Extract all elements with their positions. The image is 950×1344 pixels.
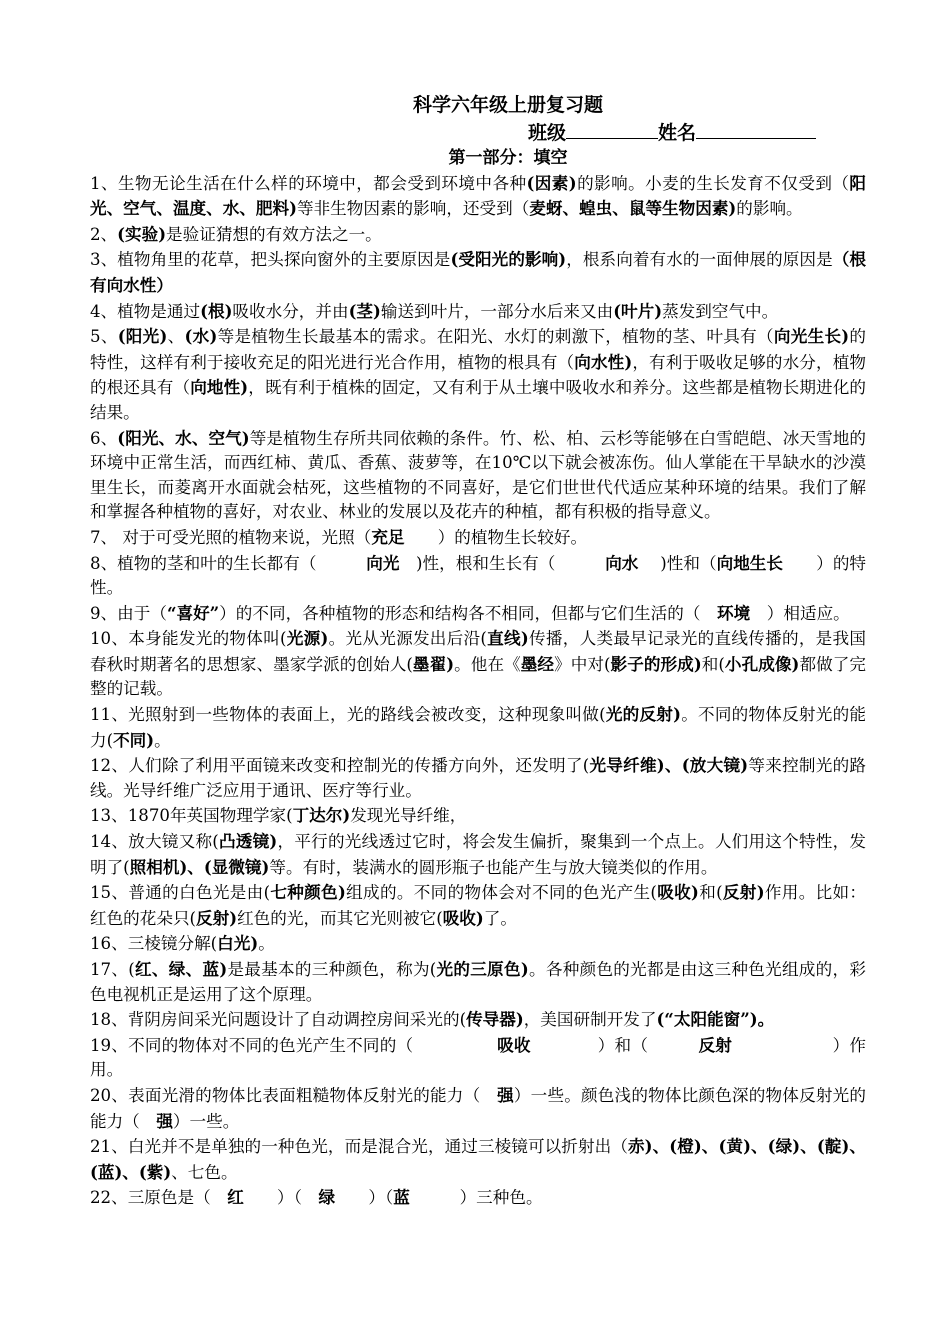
question-text: 的影响。	[736, 199, 803, 219]
page-title: 科学六年级上册复习题	[412, 94, 603, 116]
question-text: ）（	[243, 1188, 319, 1208]
question-item	[90, 1083, 866, 1134]
answer-text: 红、绿、蓝)	[134, 959, 228, 979]
question-text: 、	[167, 327, 185, 347]
answer-text: 向地生长	[716, 552, 784, 573]
question-text: 发现光导纤维，	[350, 806, 467, 826]
question-text: 21、白光并不是单独的一种色光，而是混合光，通过三棱镜可以折射出（	[90, 1137, 628, 1157]
question-text: 和(	[701, 654, 725, 674]
answer-text: 阳光、空气、温度、水、肥料)	[90, 172, 866, 219]
question-text: 。各种颜色的光都是由这三种色光组成的，彩色电视机正是运用了这个原理。	[90, 960, 866, 1004]
question-text: 。他在《	[454, 654, 521, 674]
question-text: ）三种色。	[409, 1188, 543, 1208]
question-text: 等是植物生长最基本的需求。在阳光、水灯的刺激下，植物的茎、叶具有（	[217, 327, 774, 347]
answer-text: 墨经	[520, 653, 555, 674]
answer-text: (水)	[184, 326, 218, 347]
question-text: 4、植物是通过	[90, 301, 201, 321]
question-text: 8、植物的茎和叶的生长都有（	[90, 553, 367, 573]
answer-text: 赤)、(橙)、(黄)、(绿)、(靛)、(蓝)、(紫)	[90, 1136, 866, 1182]
question-text: 14、放大镜又称(	[90, 832, 219, 852]
question-text: 20、表面光滑的物体比表面粗糙物体反射光的能力（	[90, 1085, 498, 1105]
answer-text: 向地性)	[190, 377, 249, 398]
question-text: 蒸发到空气中。	[662, 301, 779, 321]
question-item	[90, 957, 866, 1007]
question-text: 吸收水分，并由	[232, 301, 349, 321]
question-item	[90, 426, 866, 525]
question-item	[90, 753, 866, 803]
answer-text: 丁达尔)	[292, 805, 351, 826]
answer-text: 直线)	[486, 628, 529, 649]
question-text: 作用。比如：红色的花朵只(	[90, 883, 867, 928]
answer-text: 影子的形成)	[610, 653, 702, 674]
answer-text: 麦蚜、蝗虫、鼠等生物因素)	[529, 198, 737, 219]
question-text: 7、 对于可受光照的植物来说，光照（	[90, 527, 372, 547]
question-list	[90, 171, 866, 1211]
question-item	[90, 880, 866, 931]
answer-text: (因素)	[526, 172, 577, 193]
question-text: 和(	[698, 883, 723, 903]
answer-text: 照相机)、(显微镜)	[129, 856, 270, 877]
question-text: 的影响。小麦的生长发育不仅受到（	[576, 173, 850, 193]
question-item	[90, 702, 866, 753]
answer-text: 向光生长)	[773, 326, 850, 347]
question-text: 的特性，这样有利于接收充足的阳光进行光合作用，植物的根具有（	[90, 327, 867, 372]
question-item	[90, 1033, 866, 1083]
question-text: ）一些。颜色浅的物体比颜色深的物体反射光的能力（	[90, 1085, 866, 1131]
question-text: ）的特性。	[90, 553, 867, 598]
question-text: 是最基本的三种颜色，称为(	[227, 960, 437, 979]
answer-text: 向水性)	[574, 351, 633, 372]
question-text: 17、(	[90, 960, 135, 979]
question-text: ，美国研制开发了	[523, 1010, 657, 1030]
answer-text: 七种颜色)	[270, 882, 346, 903]
answer-text: (茎)	[348, 300, 381, 321]
question-text: 输送到叶片，一部分水后来又由	[380, 301, 614, 321]
question-item	[90, 626, 866, 702]
answer-text: 蓝	[393, 1187, 410, 1208]
question-text: 。	[154, 730, 171, 750]
question-text: 组成的。不同的物体会对不同的色光产生(	[345, 883, 657, 903]
question-text: 。不同的物体反射光的能力(	[90, 705, 866, 750]
question-text: 19、不同的物体对不同的色光产生不同的（	[90, 1035, 498, 1055]
answer-text: (叶片)	[613, 300, 663, 321]
question-text: 2、	[90, 224, 118, 244]
question-text: 10、本身能发光的物体叫(	[90, 629, 287, 649]
question-text: 红色的光，而其它光则被它(	[237, 908, 443, 928]
answer-text: 墨翟)	[412, 653, 455, 674]
question-item	[90, 601, 866, 627]
question-text: ，平行的光线透过它时，将会发生偏折，聚集到一个点上。人们用这个特性，发明了(	[90, 832, 867, 877]
question-text: 1、生物无论生活在什么样的环境中，都会受到环境中各种	[90, 173, 527, 193]
answer-text: 向水	[605, 552, 639, 573]
question-item	[90, 1134, 866, 1185]
answer-text: 传导器)	[466, 1009, 524, 1030]
question-item	[90, 551, 866, 601]
question-text: 12、人们除了利用平面镜来改变和控制光的传播方向外，还发明了(	[90, 756, 590, 776]
question-text: 、七色。	[171, 1162, 238, 1182]
answer-text: 红	[227, 1187, 244, 1208]
answer-text: 绿	[318, 1187, 336, 1208]
question-text: 13、1870年英国物理学家(	[90, 806, 293, 826]
answer-text: 向光	[366, 552, 400, 573]
question-text: )性和（	[638, 553, 717, 573]
answer-text: (“太阳能窗”)。	[656, 1009, 775, 1030]
class-name-line	[90, 118, 866, 146]
question-item	[90, 247, 866, 298]
question-text: 传播，人类最早记录光的直线传播的，是我国春秋时期著名的思想家、墨家学派的创始人(	[90, 629, 867, 674]
name-label: 姓名	[658, 122, 697, 144]
question-item	[90, 1185, 866, 1211]
question-text: ）（	[335, 1188, 394, 1208]
question-text: ，既有利于植株的固定，又有利于从土壤中吸收水和养分。这些都是植物长期进化的结果。	[90, 378, 867, 422]
answer-text: (受阳光的影响)	[450, 249, 567, 270]
answer-text: （根有向水性）	[90, 249, 867, 295]
question-item	[90, 525, 866, 551]
worksheet-page	[90, 92, 866, 1211]
section-heading: 第一部分：填空	[448, 148, 568, 168]
answer-text: 凸透镜)	[218, 831, 278, 852]
question-text: 11、光照射到一些物体的表面上，光的路线会被改变，这种现象叫做(	[90, 705, 606, 725]
answer-text: “喜好”	[166, 602, 220, 623]
question-item	[90, 222, 866, 248]
question-text: ，有利于吸收足够的水分，植物的根还具有（	[90, 352, 867, 398]
question-text: 了。	[483, 908, 517, 928]
question-text: ）的不同，各种植物的形态和结构各不相同，但都与它们生活的（	[219, 603, 718, 623]
answer-text: 不同)	[113, 729, 155, 750]
answer-text: 吸收)	[656, 882, 699, 903]
question-item	[90, 324, 866, 425]
question-text: 等来控制光的路线。光导纤维广泛应用于通讯、医疗等行业。	[90, 756, 866, 800]
question-text: ）一些。	[172, 1111, 240, 1131]
answer-text: 白光)	[217, 933, 259, 954]
answer-text: 光的三原色)	[436, 959, 529, 979]
answer-text: 吸收)	[442, 907, 484, 928]
question-text: 是验证猜想的有效方法之一。	[166, 224, 382, 244]
question-text: 16、三棱镜分解(	[90, 934, 218, 954]
answer-text: 反射)	[196, 907, 238, 928]
question-text: ）作用。	[90, 1035, 867, 1080]
answer-text: 吸收	[497, 1034, 531, 1055]
answer-text: 反射	[698, 1034, 732, 1055]
question-text: ）和（	[530, 1035, 699, 1055]
class-label: 班级	[528, 122, 567, 144]
question-item	[90, 171, 866, 222]
question-text: 。	[258, 934, 275, 954]
question-text: 9、由于（	[90, 603, 167, 623]
question-item	[90, 931, 866, 957]
answer-text: 强	[497, 1084, 514, 1105]
question-text: 3、植物角里的花草，把头探向窗外的主要原因是	[90, 250, 451, 270]
answer-text: 光源)	[286, 628, 329, 649]
answer-text: 小孔成像)	[724, 653, 800, 674]
answer-text: (实验)	[117, 223, 167, 244]
question-text: 等是植物生存所共同依赖的条件。竹、松、柏、云杉等能够在白雪皑皑、冰天雪地的环境中正常生活，而西红柿、黄瓜、香蕉、菠萝等，在10℃以下就会被冻伤。仙人掌能在干旱缺水的沙漠里生长，而菱离开水面就会枯死，这些植物的不同喜好，是它们世世代代适应某种环境的结果。我们了解和掌握各种植物的喜好，对农业、林业的发展以及花卉的种植，都有积极的指导意义。	[90, 428, 866, 522]
answer-text: 光的反射)	[605, 704, 681, 725]
question-text: ）相适应。	[750, 603, 850, 623]
question-text: 都做了完整的记载。	[90, 654, 866, 699]
answer-text: (阳光、水、空气)	[117, 427, 250, 448]
name-blank[interactable]	[696, 118, 816, 139]
question-text: 等。有时，装满水的圆形瓶子也能产生与放大镜类似的作用。	[269, 857, 718, 877]
question-item	[90, 299, 866, 325]
answer-text: 强	[156, 1110, 173, 1131]
answer-text: 环境	[717, 602, 751, 623]
question-text: ，根系向着有水的一面伸展的原因是	[566, 250, 833, 270]
answer-text: 反射)	[722, 882, 765, 903]
answer-text: 充足	[371, 526, 438, 547]
question-text: )性，根和生长有（	[399, 553, 606, 573]
question-item	[90, 1007, 866, 1033]
question-item	[90, 829, 866, 880]
question-text: 6、	[90, 428, 118, 448]
question-text: 18、背阴房间采光问题设计了自动调控房间采光的(	[90, 1010, 467, 1030]
question-text: 》中对(	[554, 654, 611, 674]
answer-text: 光导纤维)、(放大镜)	[589, 755, 749, 776]
answer-text: (阳光)	[117, 326, 168, 347]
question-text: 等非生物因素的影响，还受到（	[296, 199, 530, 219]
class-blank[interactable]	[566, 118, 658, 139]
question-text: 22、三原色是（	[90, 1188, 228, 1208]
question-text: 5、	[90, 327, 118, 347]
question-text: 。光从光源发出后沿(	[328, 629, 487, 649]
question-item	[90, 803, 866, 829]
question-text: 15、普通的白色光是由(	[90, 883, 271, 903]
question-text: ）的植物生长较好。	[437, 527, 588, 547]
answer-text: (根)	[200, 300, 233, 321]
